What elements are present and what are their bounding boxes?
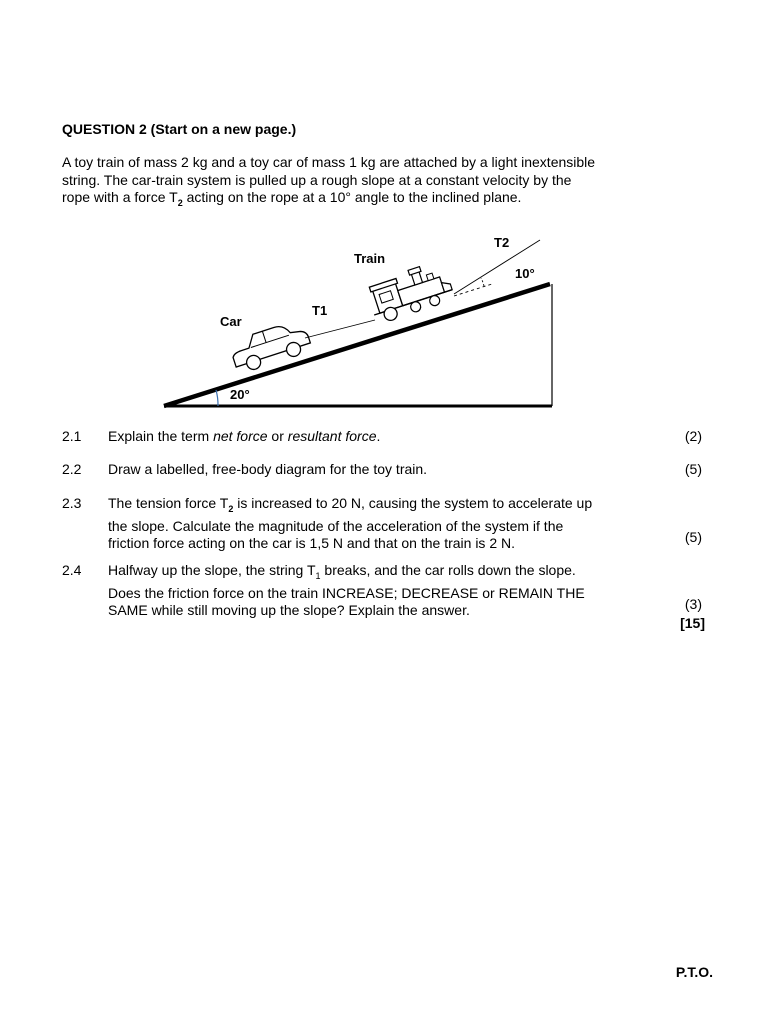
question-text: Draw a labelled, free-body diagram for the toy train. [108,461,428,477]
label-train: Train [354,251,386,266]
label-t2: T2 [494,235,510,250]
incline-diagram [150,228,570,418]
question-number: 2.1 [62,428,82,444]
toy-train [364,259,455,325]
question-number: 2.2 [62,461,82,477]
question-text: Explain the term net force or resultant force. [108,428,381,444]
question-text: Halfway up the slope, the string $T_1$ breaks, and the car rolls down the slope. Does the friction force on the train INCREASE; DECREASE or REMAIN THE SAME while still moving up the slope? Explain the answer. [108,562,585,618]
intro-line-2: string. The car-train system is pulled up a rough slope at a constant velocity by the [62,171,572,188]
label-angle-10: 10° [515,266,535,281]
question-intro [62,154,702,212]
question-number: 2.3 [62,495,82,511]
question-marks: (2) [684,428,702,444]
intro-line-1: A toy train of mass 2 kg and a toy car of mass 1 kg are attached by a light inextensible [62,154,596,170]
page-footer-pto: P.T.O. [675,964,713,980]
total-marks: [15] [680,615,705,631]
question-text: The tension force $T_2$ is increased to 20 N, causing the system to accelerate up the slope. Calculate the magnitude of the acceleration of the system if the friction force acting on the car is 1,5 N and that on the train is 2 N. [108,495,593,551]
angle-arc-20 [216,390,218,406]
question-number: 2.4 [62,562,82,578]
label-car: Car [220,314,242,329]
incline-surface [164,284,550,406]
angle-arc-10 [481,278,484,286]
question-marks: (3) [684,596,702,612]
string-t1 [305,320,375,338]
question-marks: (5) [684,529,702,545]
label-t1: T1 [312,303,328,318]
question-heading: QUESTION 2 (Start on a new page.) [62,121,297,137]
question-marks: (5) [684,461,702,477]
label-angle-20: 20° [230,387,250,402]
intro-line-3: rope with a force $T_2$ acting on the rope at a 10° angle to the inclined plane. [62,189,522,208]
